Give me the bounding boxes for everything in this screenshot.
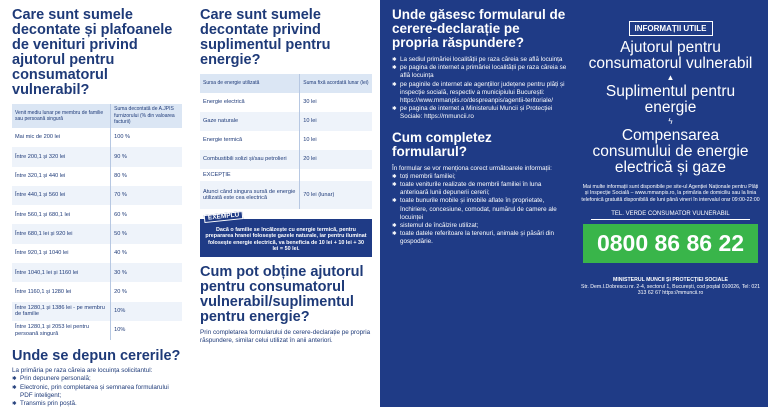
section-title: Cum completez formularul? (392, 129, 492, 159)
cell: Între 440,1 și 560 lei (12, 186, 111, 205)
income-table (12, 104, 182, 340)
intro-text: În formular se vor menționa corect următoarele informații: (392, 164, 552, 172)
cover-heading: Suplimentul pentru energie (605, 83, 736, 116)
cell: 50 % (111, 224, 182, 243)
info-text: Mai multe informații sunt disponibile pe site-ul Agenției Naționale pentru Plăți și Inspecție Socială – www.mmanpis.ro, la primăria de domiciliu sau la linia telefonică gratuită disponibilă de luni până vineri în intervalul orar 09:00-22:00 (581, 184, 760, 203)
cell: Între 680,1 lei și 920 lei (12, 224, 111, 243)
example-tag: EXEMPLU (204, 211, 244, 223)
list-item: ✱ toate datele referitoare la terenuri, animale și păsări din gospodărie. (392, 230, 567, 246)
col-header: Suma fixă acordată lunar (lei) (300, 74, 372, 93)
cell: 40 % (111, 244, 182, 263)
supplement-table (200, 74, 372, 209)
list-item: ✱ La sediul primăriei localității pe raza căreia se află locuința (392, 56, 567, 64)
cell: 10 lei (300, 131, 372, 150)
cell: Energie electrică (203, 99, 245, 106)
flame-icon: ▲ (666, 73, 675, 82)
cell (300, 169, 372, 181)
body-text: Prin completarea formularului de cerere-declarație pe propria răspundere, similar celui utilizat în anii anteriori. (200, 328, 371, 344)
list-item: ✱ Prin depunere personală; (12, 375, 182, 383)
list-item: ✱ pe paginile de internet ale agențiilor județene pentru plăți și inspecție socială, respectiv a municipiului București: https://www.mmanpis.ro/despreanpis/agentii-teritoriale/ (392, 81, 567, 106)
cell: Între 920,1 și 1040 lei (15, 250, 69, 257)
cell: 30 lei (300, 93, 372, 112)
intro-text: La primăria pe raza căreia are locuința solicitantul: (12, 367, 153, 375)
ministry-name: MINISTERUL MUNCII ȘI PROTECȚIEI SOCIALE (613, 277, 728, 284)
section-title: Cum pot obține ajutorul pentru consumatorul vulnerabil/suplimentul pentru energie? (200, 263, 364, 325)
col-header: Venit mediu lunar pe membru de familie sau persoană singură (12, 104, 111, 128)
cell: 10% (111, 302, 182, 321)
cell: 70 % (111, 186, 182, 205)
list-item: ✱ sistemul de încălzire utilizat; (392, 222, 567, 230)
col-header: Sursa de energie utilizată (200, 74, 300, 93)
exception-label: EXCEPȚIE (203, 171, 231, 178)
info-badge: INFORMAȚII UTILE (629, 21, 713, 36)
list-item: ✱ pe pagina de internet a Ministerului Muncii și Protecției Sociale: https://mmuncii.ro (392, 105, 567, 121)
cell: 20 % (111, 282, 182, 301)
panel-cover (573, 0, 768, 407)
cell: 60 % (111, 205, 182, 224)
ministry-address: Str. Dem.I.Dobrescu nr. 2-4, sectorul 1, București, cod poștal 010026, Tel: 021 313 62 67 https://mmuncii.ro (581, 283, 760, 297)
list-item: ✱ pe pagina de internet a primăriei localității pe raza căreia se află locuința (392, 64, 567, 80)
panel-energy-supplement (190, 0, 378, 407)
cell: 10% (111, 321, 182, 340)
cover-heading: Compensarea consumului de energie electrică și gaze (592, 127, 749, 176)
cell: Între 1280,1 și 2053 lei pentru persoană singură (15, 324, 90, 337)
cell: Între 200,1 și 320 lei (12, 147, 111, 166)
list-item: ✱ toate veniturile realizate de membrii familiei în luna anterioară lunii depunerii cererii; (392, 181, 567, 197)
cell: Mai mic de 200 lei (15, 134, 61, 141)
hotline-label: TEL. VERDE CONSUMATOR VULNERABIL (591, 211, 750, 220)
cell: 70 lei (lunar) (300, 181, 372, 209)
panel-vulnerable-amounts (0, 0, 190, 407)
list-item: ✱ toți membrii familiei; (392, 173, 567, 181)
section-title: Unde găsesc formularul de cerere-declarație pe propria răspundere? (392, 7, 566, 50)
section-title: Care sunt sumele decontate și plafoanele de venituri privind ajutorul pentru consumatorul vulnerabil? (12, 7, 173, 98)
cell: Între 1160,1 și 1280 lei (15, 288, 72, 295)
cell: Între 1040,1 lei și 1160 lei (12, 263, 111, 282)
cell: 90 % (111, 147, 182, 166)
list-item: ✱ Transmis prin poștă. (12, 400, 182, 408)
cell: 80 % (111, 167, 182, 186)
example-box (200, 211, 372, 257)
cell: Atunci când singura sursă de energie utilizată este cea electrică (200, 181, 300, 209)
section-title: Care sunt sumele decontate privind suplimentul pentru energie? (200, 7, 331, 68)
panel-form-info (380, 0, 573, 407)
cell: Între 560,1 și 680,1 lei (15, 211, 71, 218)
cell: 100 % (111, 128, 182, 147)
cell: Între 1280,1 și 1386 lei - pe membru de familie (12, 302, 111, 321)
bolt-icon: ϟ (668, 117, 673, 126)
cell: Gaze naturale (200, 112, 300, 131)
cell: 30 % (111, 263, 182, 282)
section-title: Unde se depun cererile? (12, 348, 181, 365)
cover-heading: Ajutorul pentru consumatorul vulnerabil (588, 39, 753, 72)
list-item: ✱ Electronic, prin completarea și semnarea formularului PDF inteligent; (12, 384, 182, 400)
example-text: Dacă o familie se încălzește cu energie termică, pentru prepararea hranei folosește gazele naturale, iar pentru iluminat folosește energie electrică, va beneficia de 10 lei + 10 lei + 30 lei = 50 lei. (205, 227, 367, 253)
cell: 10 lei (300, 112, 372, 131)
hotline-number: 0800 86 86 22 (583, 224, 758, 263)
cell: 20 lei (300, 150, 372, 169)
list-item: ✱ toate bunurile mobile și imobile aflate în proprietate, închiriere, concesiune, comodat, numărul de camere ale locuinței (392, 197, 567, 222)
cell: Energie termică (203, 137, 243, 144)
cell: Între 320,1 și 440 lei (15, 173, 66, 180)
col-header: Suma decontată de A.JPIS furnizorului (% din valoarea facturii) (111, 104, 182, 128)
cell: Combustibili solizi și/sau petrolieri (200, 150, 300, 169)
